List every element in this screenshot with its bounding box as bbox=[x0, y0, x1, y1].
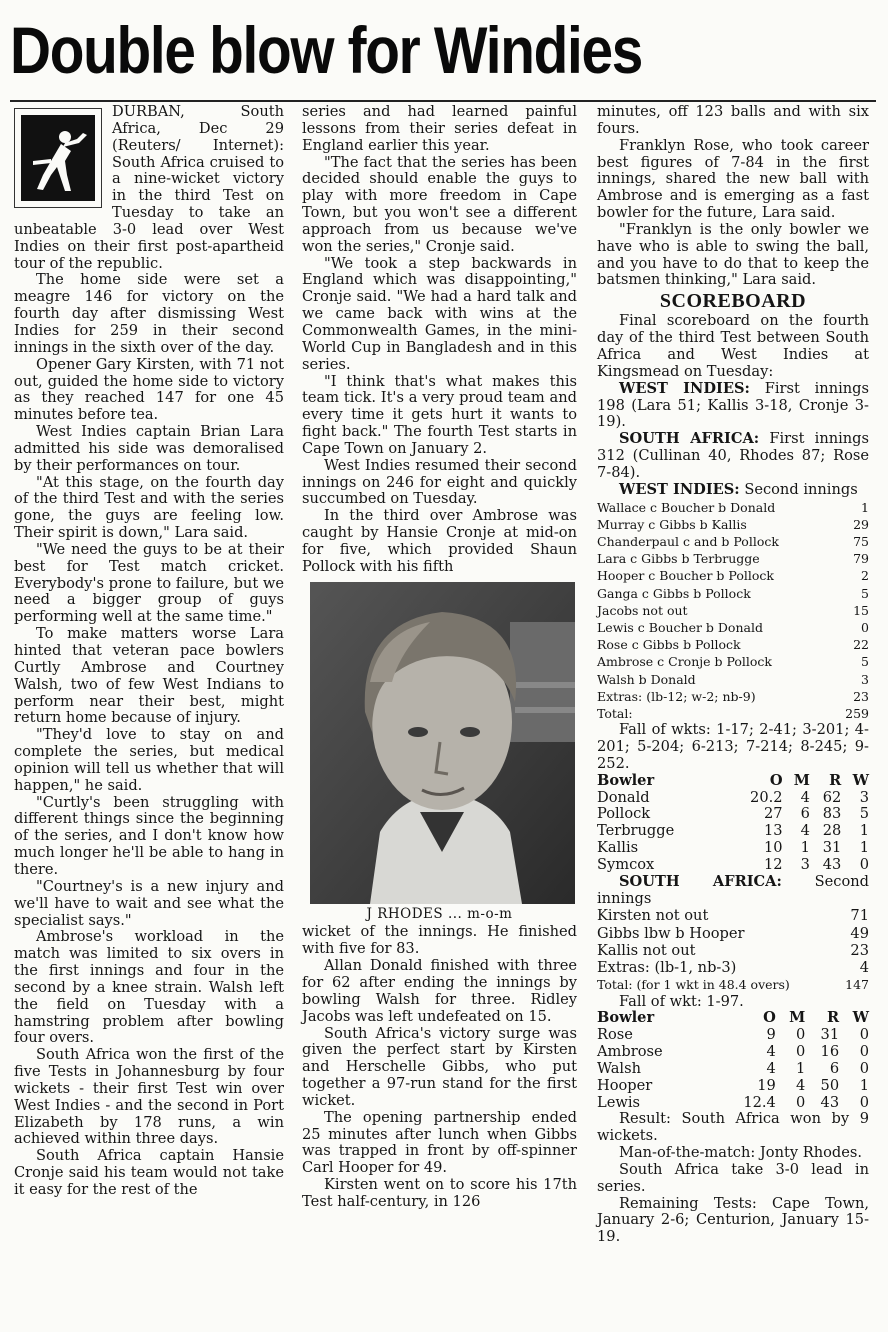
batting-row bbox=[597, 636, 869, 653]
runs: 4 bbox=[859, 959, 869, 977]
bowler: Donald bbox=[597, 788, 650, 806]
col-header: O bbox=[769, 771, 783, 789]
sa-first-innings bbox=[597, 431, 869, 482]
bowling-row bbox=[597, 806, 869, 823]
batting-row bbox=[597, 619, 869, 636]
overs: 9 bbox=[766, 1026, 776, 1044]
batsman: Lewis c Boucher b Donald bbox=[597, 619, 763, 635]
runs: 50 bbox=[820, 1076, 840, 1094]
overs: 19 bbox=[757, 1076, 776, 1094]
runs: 15 bbox=[853, 602, 869, 618]
article-column-2 bbox=[302, 104, 577, 1211]
team-label: WEST INDIES: bbox=[619, 379, 750, 397]
bowler: Hooper bbox=[597, 1076, 653, 1094]
bowler: Rose bbox=[597, 1026, 633, 1044]
paragraph: Allan Donald finished with three for 62 after ending the innings by bowling Walsh for three. Ridley Jacobs was left undefeated on 15. bbox=[302, 957, 577, 1025]
headline-rule bbox=[10, 100, 876, 102]
batting-row bbox=[597, 567, 869, 584]
scoreboard-heading: SCOREBOARD bbox=[659, 290, 807, 313]
photo-caption: J RHODES ... m-o-m bbox=[366, 905, 513, 922]
wickets: 3 bbox=[859, 788, 869, 806]
article-column-1 bbox=[14, 104, 284, 1199]
bowling-row bbox=[597, 857, 869, 874]
runs: 71 bbox=[850, 907, 869, 925]
wickets: 1 bbox=[859, 822, 869, 840]
bowling-header bbox=[597, 773, 869, 790]
maidens: 0 bbox=[795, 1093, 806, 1111]
paragraph: "At this stage, on the fourth day of the third Test and with the series gone, the guys are feeling low. Their spirit is down," Lara said. bbox=[14, 473, 284, 542]
bowling-row bbox=[597, 840, 869, 857]
bowling-row bbox=[597, 790, 869, 807]
col-header: R bbox=[826, 1009, 840, 1027]
match-result: Result: South Africa won by 9 wickets. bbox=[597, 1110, 869, 1145]
remaining-tests: Remaining Tests: Cape Town, January 2-6; Centurion, January 15-19. bbox=[597, 1194, 869, 1246]
total-label: Total: bbox=[597, 706, 633, 721]
batsman: Ambrose c Cronje b Pollock bbox=[597, 654, 773, 670]
paragraph: DURBAN, South Africa, Dec 29 (Reuters/ Internet): South Africa cruised to a nine-wicket victory in the third Test on Tuesday to take an unbeatable 3-0 lead over West Indies on their first post-apartheid tour of the republic. bbox=[14, 103, 284, 272]
batsman: Jacobs not out bbox=[597, 602, 688, 618]
wickets: 1 bbox=[859, 1076, 869, 1094]
col-header: W bbox=[852, 1009, 869, 1027]
runs: 75 bbox=[853, 533, 869, 549]
batting-row bbox=[597, 653, 869, 670]
overs: 20.2 bbox=[750, 788, 783, 806]
bowler: Kallis bbox=[597, 839, 639, 857]
overs: 4 bbox=[766, 1043, 776, 1061]
overs: 4 bbox=[766, 1059, 776, 1077]
batting-row bbox=[597, 499, 869, 516]
runs: 22 bbox=[853, 637, 869, 653]
col-header: Bowler bbox=[597, 771, 655, 789]
paragraph: "Curtly's been struggling with different things since the beginning of the series, and I don't know how much longer he'll be able to hang in there. bbox=[14, 793, 284, 878]
bowling-row bbox=[597, 1027, 869, 1044]
bowling-row bbox=[597, 1095, 869, 1112]
paragraph: South Africa's victory surge was given the perfect start by Kirsten and Herschelle Gibbs, who put together a 97-run stand for the first wicket. bbox=[302, 1024, 577, 1109]
total-row bbox=[597, 976, 869, 993]
col-header: M bbox=[789, 1009, 806, 1027]
paragraph: series and had learned painful lessons from their series defeat in England earlier this year. bbox=[302, 103, 577, 154]
sa-second-innings-heading bbox=[597, 874, 869, 908]
wickets: 5 bbox=[859, 805, 869, 823]
paragraph: wicket of the innings. He finished with five for 83. bbox=[302, 923, 577, 958]
paragraph: "I think that's what makes this team tick. It's a very proud team and every time it gets hurt it wants to fight back." The fourth Test starts in Cape Town on January 2. bbox=[302, 372, 577, 457]
total-row bbox=[597, 705, 869, 722]
col-header: O bbox=[763, 1009, 776, 1027]
extras-row bbox=[597, 688, 869, 705]
maidens: 0 bbox=[795, 1026, 806, 1044]
runs: 79 bbox=[853, 551, 869, 567]
batting-row bbox=[597, 602, 869, 619]
innings-label: Second innings bbox=[597, 872, 869, 907]
runs: 16 bbox=[820, 1043, 840, 1061]
bowling-row bbox=[597, 1044, 869, 1061]
series-lead: South Africa take 3-0 lead in series. bbox=[597, 1160, 869, 1195]
maidens: 6 bbox=[800, 805, 810, 823]
batsman: Ganga c Gibbs b Pollock bbox=[597, 585, 751, 601]
maidens: 0 bbox=[795, 1043, 806, 1061]
runs: 1 bbox=[861, 499, 869, 515]
batsman: Murray c Gibbs b Kallis bbox=[597, 516, 747, 532]
batting-row bbox=[597, 907, 869, 924]
wickets: 0 bbox=[859, 1026, 869, 1044]
wickets: 1 bbox=[859, 839, 869, 857]
extras-row bbox=[597, 959, 869, 976]
overs: 12.4 bbox=[743, 1093, 776, 1111]
maidens: 1 bbox=[795, 1059, 806, 1077]
paragraph: Kirsten went on to score his 17th Test half-century, in 126 bbox=[302, 1176, 577, 1210]
wickets: 0 bbox=[859, 1093, 869, 1111]
bowler: Lewis bbox=[597, 1093, 640, 1111]
paragraph: "We took a step backwards in England which was disappointing," Cronje said. "We had a hard talk and we came back with wins at the Commonwealth Games, in the mini-World Cup in Bangladesh and in this series. bbox=[302, 254, 577, 373]
paragraph: "They'd love to stay on and complete the series, but medical opinion will tell us whether that will happen," he said. bbox=[14, 726, 284, 794]
batsman: Chanderpaul c and b Pollock bbox=[597, 533, 779, 549]
col-header: R bbox=[829, 771, 842, 789]
batsman: Rose c Gibbs b Pollock bbox=[597, 637, 741, 653]
runs: 31 bbox=[820, 1026, 840, 1044]
paragraph: "Franklyn is the only bowler we have who is able to swing the ball, and you have to do that to keep the batsmen thinking," Lara said. bbox=[597, 220, 869, 289]
runs: 5 bbox=[861, 585, 869, 601]
batsman: Kirsten not out bbox=[597, 907, 709, 925]
runs: 31 bbox=[822, 839, 842, 857]
team-label: WEST INDIES: bbox=[619, 480, 740, 498]
paragraph: West Indies captain Brian Lara admitted his side was demoralised by their performances on tour. bbox=[14, 423, 284, 474]
batsman: Kallis not out bbox=[597, 941, 696, 959]
innings-label: Second innings bbox=[739, 480, 858, 498]
man-of-the-match: Man-of-the-match: Jonty Rhodes. bbox=[619, 1144, 862, 1162]
wickets: 0 bbox=[859, 1043, 869, 1061]
wi-batting-card bbox=[597, 499, 869, 723]
player-photo bbox=[310, 582, 575, 904]
runs: 23 bbox=[853, 688, 869, 704]
bowler: Terbrugge bbox=[597, 822, 675, 840]
sa-batting-card bbox=[597, 907, 869, 993]
col-header: W bbox=[852, 771, 869, 789]
scoreboard-intro: Final scoreboard on the fourth day of the third Test between South Africa and West Indies at Kingsmead on Tuesday: bbox=[597, 312, 869, 380]
overs: 10 bbox=[763, 839, 783, 857]
batting-row bbox=[597, 533, 869, 550]
sa-bowling-table bbox=[597, 1010, 869, 1111]
fall-of-wickets: Fall of wkts: 1-17; 2-41; 3-201; 4-201; 5-204; 6-213; 7-214; 8-245; 9-252. bbox=[597, 721, 869, 772]
total-label: Total: (for 1 wkt in 48.4 overs) bbox=[597, 977, 790, 993]
maidens: 4 bbox=[800, 822, 810, 840]
paragraph: "We need the guys to be at their best for Test match cricket. Everybody's prone to failure, but we need a bigger group of guys performing well at the same time." bbox=[14, 540, 284, 626]
article-column-3 bbox=[597, 104, 869, 1246]
batsman: Lara c Gibbs b Terbrugge bbox=[597, 551, 760, 567]
batting-row bbox=[597, 516, 869, 533]
maidens: 3 bbox=[800, 855, 810, 873]
paragraph: West Indies resumed their second innings on 246 for eight and quickly succumbed on Tuesday. bbox=[302, 456, 577, 508]
batsman: Walsh b Donald bbox=[597, 671, 696, 687]
paragraph: South Africa captain Hansie Cronje said his team would not take it easy for the rest of the bbox=[14, 1147, 284, 1198]
batting-row bbox=[597, 942, 869, 959]
bowling-row bbox=[597, 823, 869, 840]
runs: 23 bbox=[850, 941, 869, 959]
bowler: Ambrose bbox=[597, 1043, 663, 1061]
wickets: 0 bbox=[859, 855, 869, 873]
maidens: 4 bbox=[795, 1076, 806, 1094]
batting-row bbox=[597, 925, 869, 942]
bowling-row bbox=[597, 1061, 869, 1078]
runs: 28 bbox=[822, 822, 842, 840]
runs: 3 bbox=[861, 671, 869, 687]
batsman: Gibbs lbw b Hooper bbox=[597, 924, 745, 942]
bowling-row bbox=[597, 1078, 869, 1095]
overs: 13 bbox=[763, 822, 783, 840]
paragraph: The opening partnership ended 25 minutes after lunch when Gibbs was trapped in front by off-spinner Carl Hooper for 49. bbox=[302, 1108, 577, 1177]
headline: Double blow for Windies bbox=[10, 13, 643, 87]
batsman: Hooper c Boucher b Pollock bbox=[597, 568, 774, 584]
batsman-silhouette-icon bbox=[21, 115, 95, 201]
batsman: Wallace c Boucher b Donald bbox=[597, 499, 776, 515]
runs: 2 bbox=[861, 568, 869, 584]
wi-bowling-table bbox=[597, 773, 869, 874]
maidens: 1 bbox=[800, 839, 810, 857]
runs: 29 bbox=[853, 516, 869, 532]
paragraph: In the third over Ambrose was caught by Hansie Cronje at mid-on for five, which provided Shaun Pollock with his fifth bbox=[302, 507, 577, 575]
overs: 27 bbox=[763, 805, 783, 823]
wi-second-innings-heading bbox=[597, 482, 869, 499]
cricket-logo-icon bbox=[14, 108, 102, 208]
maidens: 4 bbox=[800, 788, 810, 806]
runs: 6 bbox=[829, 1059, 840, 1077]
extras: Extras: (lb-1, nb-3) bbox=[597, 959, 737, 977]
runs: 259 bbox=[845, 706, 869, 721]
paragraph: To make matters worse Lara hinted that veteran pace bowlers Curtly Ambrose and Courtney Walsh, two of few West Indians to perform near their best, might return home because of injury. bbox=[14, 625, 284, 727]
runs: 0 bbox=[861, 619, 869, 635]
team-label: SOUTH AFRICA: bbox=[619, 430, 760, 448]
runs: 83 bbox=[822, 805, 842, 823]
runs: 5 bbox=[861, 654, 869, 670]
batting-row bbox=[597, 550, 869, 567]
wi-first-innings bbox=[597, 381, 869, 432]
bowler: Symcox bbox=[597, 855, 655, 873]
paragraph: minutes, off 123 balls and with six fours. bbox=[597, 103, 869, 137]
paragraph: Franklyn Rose, who took career best figures of 7-84 in the first innings, shared the new ball with Ambrose and is emerging as a fast bowler for the future, Lara said. bbox=[597, 136, 869, 222]
paragraph: The home side were set a meagre 146 for victory on the fourth day after dismissing West Indies for 259 in their second innings in the sixth over of the day. bbox=[14, 271, 284, 356]
bowler: Walsh bbox=[597, 1059, 641, 1077]
portrait-image bbox=[310, 582, 575, 904]
paragraph: "Courtney's is a new injury and we'll have to wait and see what the specialist says." bbox=[14, 877, 284, 929]
bowler: Pollock bbox=[597, 805, 651, 823]
paragraph: "The fact that the series has been decided should enable the guys to play with more freedom in Cape Town, but you won't see a different approach from us because we've won the series," Cronje said. bbox=[302, 153, 577, 255]
paragraph: Ambrose's workload in the match was limited to six overs in the first innings and four in the second by a knee strain. Walsh left the field on Tuesday with a hamstring problem after bowling four overs. bbox=[14, 928, 284, 1047]
runs: 147 bbox=[845, 977, 869, 993]
innings-summary: First innings 312 (Cullinan 40, Rhodes 87; Rose 7-84). bbox=[597, 430, 870, 481]
extras: Extras: (lb-12; w-2; nb-9) bbox=[597, 688, 756, 704]
bowling-header bbox=[597, 1010, 869, 1027]
col-header: M bbox=[793, 771, 810, 789]
innings-summary: First innings 198 (Lara 51; Kallis 3-18, Cronje 3-19). bbox=[597, 379, 869, 431]
batting-row bbox=[597, 585, 869, 602]
runs: 43 bbox=[822, 855, 842, 873]
runs: 49 bbox=[850, 924, 869, 942]
runs: 43 bbox=[820, 1093, 840, 1111]
batting-row bbox=[597, 671, 869, 688]
wickets: 0 bbox=[859, 1059, 869, 1077]
runs: 62 bbox=[822, 788, 842, 806]
overs: 12 bbox=[763, 855, 783, 873]
paragraph: South Africa won the first of the five Tests in Johannesburg by four wickets - their first Test win over West Indies - and the second in Port Elizabeth by 178 runs, a win achieved within three days. bbox=[14, 1046, 284, 1148]
team-label: SOUTH AFRICA: bbox=[619, 872, 782, 890]
col-header: Bowler bbox=[597, 1009, 655, 1027]
fall-of-wickets: Fall of wkt: 1-97. bbox=[619, 992, 744, 1010]
paragraph: Opener Gary Kirsten, with 71 not out, guided the home side to victory as they reached 147 for one 45 minutes before tea. bbox=[14, 355, 284, 424]
